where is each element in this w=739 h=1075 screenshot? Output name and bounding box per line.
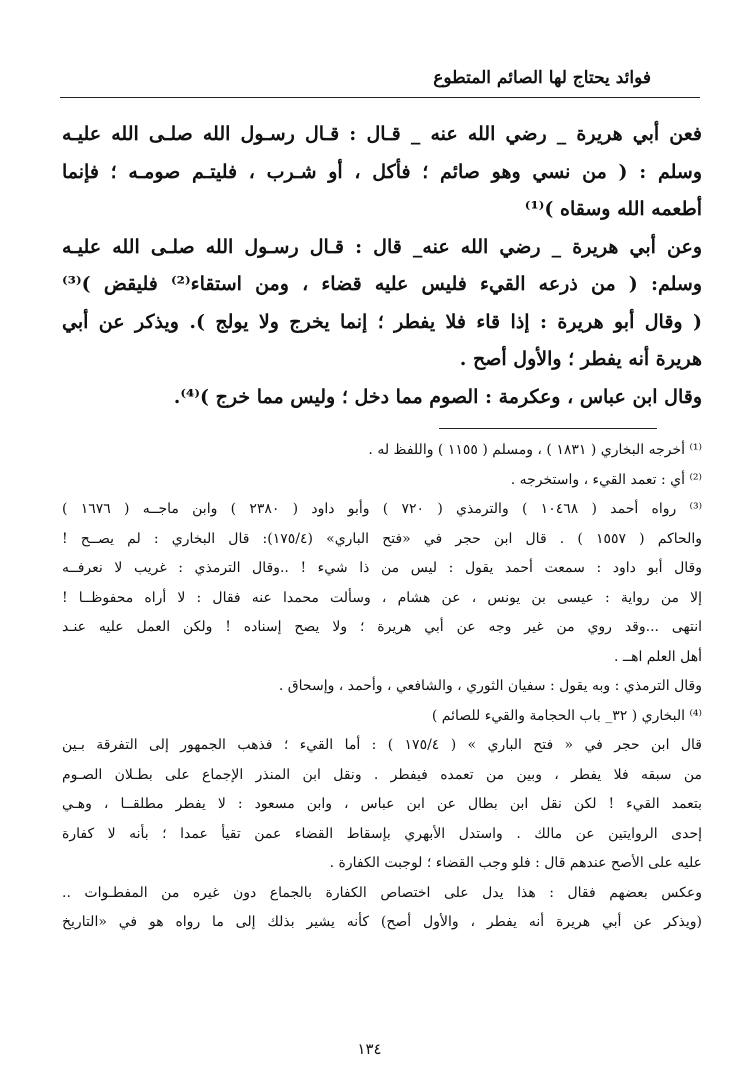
- main-text-line: وعن أبي هريرة _ رضي الله عنه_ قال : قـال رسـول الله صلـى الله عليـه: [62, 235, 702, 258]
- main-text-line: وقال ابن عباس ، وعكرمة : الصوم مما دخل ؛ وليس مما خرج )⁽⁴⁾.: [173, 385, 702, 408]
- footnote-line: وعكس بعضهم فقال : هذا يدل على اختصاص الكفارة بالجماع دون غيره من المفطـوات ..: [62, 884, 702, 901]
- footnote-line: إلا من رواية : عيسى بن يونس ، عن هشام ، وسألت محمدا عنه فقال : لا أراه محفوظــا !: [62, 589, 702, 606]
- footnote-line: ⁽²⁾ أي : تعمد القيء ، واستخرجه .: [510, 471, 702, 488]
- main-text-line: وسلم: ( من ذرعه القيء فليس عليه قضاء ، ومن استقاء⁽²⁾ فليقض )⁽³⁾: [62, 273, 702, 295]
- page-number: ١٣٤: [357, 1040, 382, 1058]
- footnote-line: ⁽¹⁾ أخرجه البخاري ( ١٨٣١ ) ، ومسلم ( ١١٥٥ ) واللفظ له .: [368, 442, 702, 458]
- main-text-line: هريرة أنه يفطر ؛ والأول أصح .: [459, 348, 702, 370]
- footnote-line: انتهى ...وقد روي من غير وجه عن أبي هريرة ؛ ولا يصح إسناده ! ولكن العمل عليه عنـد: [62, 619, 702, 635]
- footnote-line: أهل العلم اهــ .: [613, 648, 702, 665]
- footnote-line: ⁽⁴⁾ البخاري ( ٣٢_ باب الحجامة والقيء للصائم ): [431, 707, 702, 724]
- running-header-title: فوائد يحتاج لها الصائم المتطوع: [433, 68, 651, 88]
- footnote-line: ⁽³⁾ رواه أحمد ( ١٠٤٦٨ ) والترمذي ( ٧٢٠ ) وأبو داود ( ٢٣٨٠ ) وابن ماجــه ( ١٦٧٦ ): [62, 501, 702, 517]
- footnote-line: (ويذكر عن أبي هريرة أنه يفطر ، والأول أصح) كأنه يشير بذلك إلى ما رواه هو في «التاريخ: [62, 914, 702, 930]
- footnote-line: وقال أبو داود : سمعت أحمد يقول : ليس من ذا شيء ! ..وقال الترمذي : غريب لا نعرفــه: [62, 560, 702, 576]
- main-text-line: فعن أبي هريرة _ رضي الله عنه _ قـال : قـال رسـول الله صلـى الله عليـه: [62, 123, 702, 145]
- footnote-line: عليه على الأصح عندهم قال : فلو وجب القضاء ؛ لوجبت الكفارة .: [329, 855, 702, 871]
- header-divider: [60, 97, 700, 98]
- main-text-line: ( وقال أبو هريرة : إذا قاء فلا يفطر ؛ إنما يخرج ولا يولج ). ويذكر عن أبي: [62, 310, 702, 333]
- footnotes: [62, 436, 702, 938]
- footnote-line: والحاكم ( ١٥٥٧ ) . قال ابن حجر في «فتح الباري» (١٧٥/٤): قال البخاري : لم يصــح !: [62, 530, 702, 547]
- footnote-line: بتعمد القيء ! لكن نقل ابن بطال عن ابن عباس ، وابن مسعود : لا يفطر مطلقــا ، وهـي: [62, 796, 702, 812]
- footnote-line: من سبقه فلا يفطر ، وبين من تعمده فيفطر . ونقل ابن المنذر الإجماع على بطـلان الصـوم: [62, 766, 702, 783]
- footnote-line: قال ابن حجر في « فتح الباري » ( ١٧٥/٤ ) : أما القيء ؛ فذهب الجمهور إلى التفرقة بـين: [62, 737, 702, 753]
- footnote-line: وقال الترمذي : وبه يقول : سفيان الثوري ، والشافعي ، وأحمد ، وإسحاق .: [278, 678, 702, 694]
- main-text-line: وسلم : ( من نسي وهو صائم ؛ فأكل ، أو شـرب ، فليتـم صومـه ؛ فإنما: [62, 160, 702, 183]
- footnote-divider: [439, 428, 657, 429]
- footnote-line: إحدى الروايتين عن مالك . واستدل الأبهري بإسقاط القضاء عمن تقيأ عمدا ؛ بأنه لا كفارة: [62, 825, 702, 842]
- main-text: [62, 116, 702, 416]
- main-text-line: أطعمه الله وسقاه )⁽¹⁾: [524, 198, 702, 220]
